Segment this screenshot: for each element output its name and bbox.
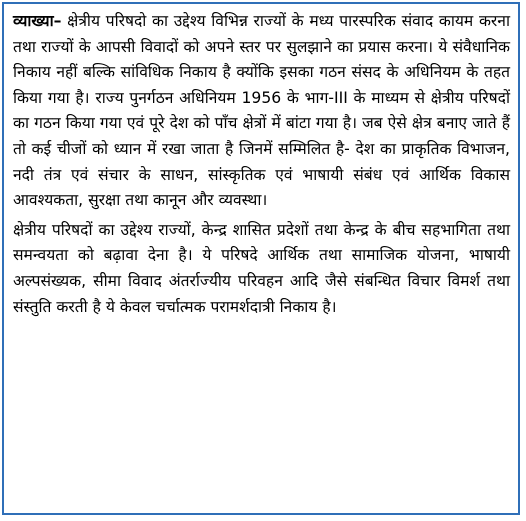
explanation-paragraph-2: क्षेत्रीय परिषदों का उद्देश्य राज्यों, केन्द्र शासित प्रदेशों तथा केन्द्र के बीच सहभागिता तथा समन्वयता को बढ़ावा देना है। ये परिषदे आर्थिक तथा सामाजिक योजना, भाषायी अल्पसंख्यक, सीमा विवाद अंतर्राज्यीय परिवहन आदि जैसे संबन्धित विचार विमर्श तथा संस्तुति करती है ये केवल चर्चात्मक परामर्शदात्री निकाय है। <box>13 220 510 316</box>
explanation-paragraph-1 <box>13 9 510 214</box>
explanation-box <box>2 2 520 515</box>
explanation-label: व्याख्या– <box>13 12 62 30</box>
explanation-paragraph-1-text: क्षेत्रीय परिषदो का उद्देश्य विभिन्न राज्यों के मध्य पारस्परिक संवाद कायम करना तथा राज्यों के आपसी विवादों को अपने स्तर पर सुलझाने का प्रयास करना। ये संवैधानिक निकाय नहीं बल्कि सांविधिक निकाय है क्योंकि इसका गठन संसद के अधिनियम के तहत किया गया है। राज्य पुनर्गठन अधिनियम 1956 के भाग-III के माध्यम से क्षेत्रीय परिषदों का गठन किया गया एवं पूरे देश को पाँच क्षेत्रों में बांटा गया है। जब ऐसे क्षेत्र बनाए जाते हैं तो कई चीजों को ध्यान में रखा जाता है जिनमें सम्मिलित है- देश का प्राकृतिक विभाजन, नदी तंत्र एवं संचार के साधन, सांस्कृतिक एवं भाषायी संबंध एवं आर्थिक विकास आवश्यकता, सुरक्षा तथा कानून और व्यवस्था। <box>13 12 510 210</box>
